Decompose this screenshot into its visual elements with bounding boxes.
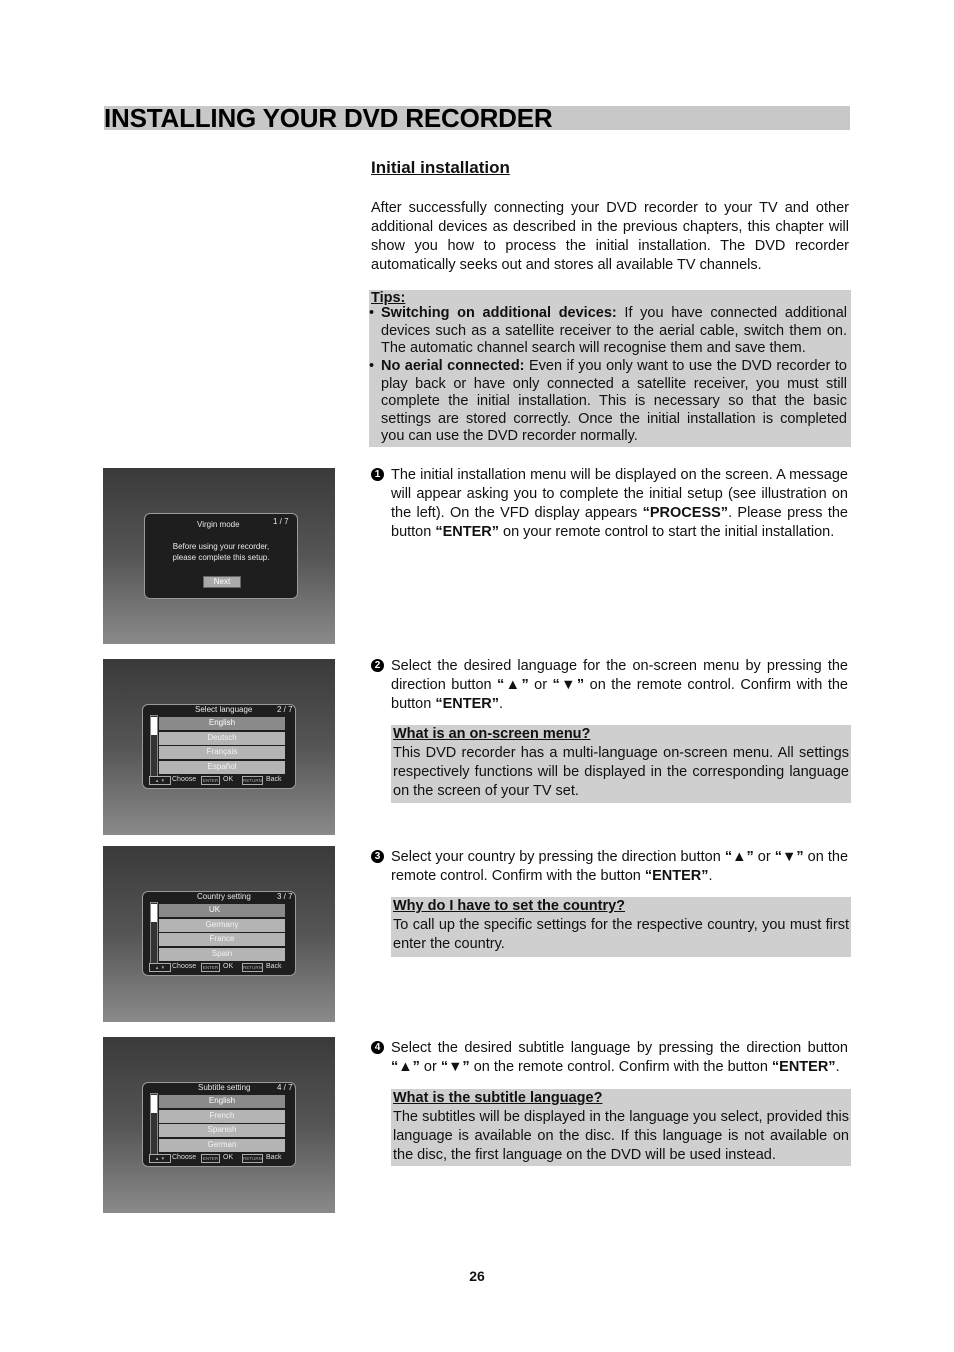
tip-item [369,305,847,358]
tip-item [369,358,847,446]
dialog-page: 2 / 7 [277,705,293,714]
info-box [391,897,851,957]
intro-paragraph: After successfully connecting your DVD recorder to your TV and other additional devices as described in the previous chapters, this chapter will show you how to process the initial installation. The DVD recorder automatically seeks out and stores all available TV channels. [371,200,849,273]
info-heading: What is an on-screen menu? [393,726,591,742]
footer-ok: OK [223,776,234,783]
dialog-message-line2: please complete this setup. [172,553,270,562]
list-item[interactable]: French [159,1110,285,1123]
country-dialog [142,891,296,976]
next-button[interactable]: Next [203,576,241,588]
dialog-title: Country setting [197,892,251,901]
step-2-text: Select the desired language for the on-screen menu by pressing the direction button “▲” or “▼” on the remote control. Confirm with the button “ENTER”. [391,658,848,712]
screenshot-virgin-mode [103,468,335,644]
dialog-page: 1 / 7 [273,517,289,526]
footer-back: Back [266,963,282,970]
footer-ok: OK [223,963,234,970]
up-down-arrows-icon: ▲ ▼ [149,1154,171,1163]
scroll-thumb[interactable] [151,717,157,735]
footer-choose: Choose [172,963,197,970]
list-item[interactable]: Germany [159,919,285,932]
dialog-footer [147,776,291,785]
screenshot-country-setting [103,846,335,1022]
dialog-title: Subtitle setting [198,1083,251,1092]
virgin-mode-dialog [144,513,298,599]
info-heading: What is the subtitle language? [393,1090,603,1106]
scroll-thumb[interactable] [151,1095,157,1113]
tip-label: No aerial connected: [381,358,525,374]
dialog-footer [147,1154,291,1163]
step-3-text: Select your country by pressing the direction button “▲” or “▼” on the remote control. Confirm with the button “ENTER”. [391,849,849,884]
chapter-title-bar [104,103,850,133]
scrollbar[interactable] [150,1093,158,1155]
info-body: The subtitles will be displayed in the language you select, provided this language is available on the disc. If this language is not available on the disc, the first language on the DVD will be used instead. [393,1109,849,1163]
scrollbar[interactable] [150,715,158,777]
info-body: To call up the specific settings for the respective country, you must first enter the country. [393,917,849,952]
step-number-icon: 3 [371,850,384,863]
tip-text: Even if you only want to use the DVD recorder to play back or have only connected a satellite receiver, you must still complete the initial installation. This is necessary so that the basic settings are stored correctly. Once the initial installation is completed you can use the DVD recorder normally. [381,358,847,445]
bullet-icon: • [369,305,375,321]
step-4-text: Select the desired subtitle language by pressing the direction button “▲” or “▼” on the remote control. Confirm with the button “ENTER”. [391,1040,848,1075]
subtitle-dialog [142,1082,296,1167]
scrollbar[interactable] [150,902,158,964]
tips-heading: Tips: [371,290,406,306]
dialog-message-line1: Before using your recorder, [172,542,270,551]
dialog-title: Select language [195,705,253,714]
language-list [159,717,285,775]
enter-key-icon: ENTER [202,965,219,970]
info-body: This DVD recorder has a multi-language on-screen menu. All settings respectively functions will be displayed in the corresponding language on the screen of your TV set. [393,745,849,799]
info-box [391,1089,851,1166]
dialog-page: 3 / 7 [277,892,293,901]
bullet-icon: • [369,358,375,374]
list-item[interactable]: Français [159,746,285,759]
list-item[interactable]: Spanish [159,1124,285,1137]
dialog-footer [147,963,291,972]
up-down-arrows-icon: ▲ ▼ [149,963,171,972]
footer-back: Back [266,1154,282,1161]
footer-choose: Choose [172,1154,197,1161]
screenshot-subtitle-setting [103,1037,335,1213]
list-item[interactable]: France [159,933,285,946]
footer-back: Back [266,776,282,783]
up-down-arrows-icon: ▲ ▼ [149,776,171,785]
step-number-icon: 1 [371,468,384,481]
step-number-icon: 4 [371,1041,384,1054]
section-title: Initial installation [371,158,510,177]
screenshot-select-language [103,659,335,835]
tips-box [369,290,851,447]
step-1-text: The initial installation menu will be displayed on the screen. A message will appear asking you to complete the initial setup (see illustration on the left). On the VFD display appears “PROCESS”. Please press the button “ENTER” on your remote control to start the initial installation. [391,467,848,540]
tip-text: If you have connected additional devices such as a satellite receiver to the aerial cable, switch them on. The automatic channel search will recognise them and save them. [381,305,847,357]
footer-choose: Choose [172,776,197,783]
dialog-page: 4 / 7 [277,1083,293,1092]
subtitle-list [159,1095,285,1153]
list-item[interactable]: Spain [159,948,285,961]
list-item[interactable]: Español [159,761,285,774]
language-dialog [142,704,296,789]
list-item[interactable]: UK [159,904,285,917]
country-list [159,904,285,962]
step-number-icon: 2 [371,659,384,672]
scroll-thumb[interactable] [151,904,157,922]
page-number: 26 [469,1268,485,1284]
dialog-title: Virgin mode [197,520,240,529]
enter-key-icon: ENTER [202,778,219,783]
enter-key-icon: ENTER [202,1156,219,1161]
chapter-title: INSTALLING YOUR DVD RECORDER [104,103,553,133]
list-item[interactable]: English [159,717,285,730]
return-key-icon: RETURN [243,778,262,783]
list-item[interactable]: English [159,1095,285,1108]
info-heading: Why do I have to set the country? [393,898,626,914]
return-key-icon: RETURN [243,1156,262,1161]
tip-label: Switching on additional devices: [381,305,617,321]
return-key-icon: RETURN [243,965,262,970]
footer-ok: OK [223,1154,234,1161]
list-item[interactable]: German [159,1139,285,1152]
info-box [391,725,851,803]
list-item[interactable]: Deutsch [159,732,285,745]
